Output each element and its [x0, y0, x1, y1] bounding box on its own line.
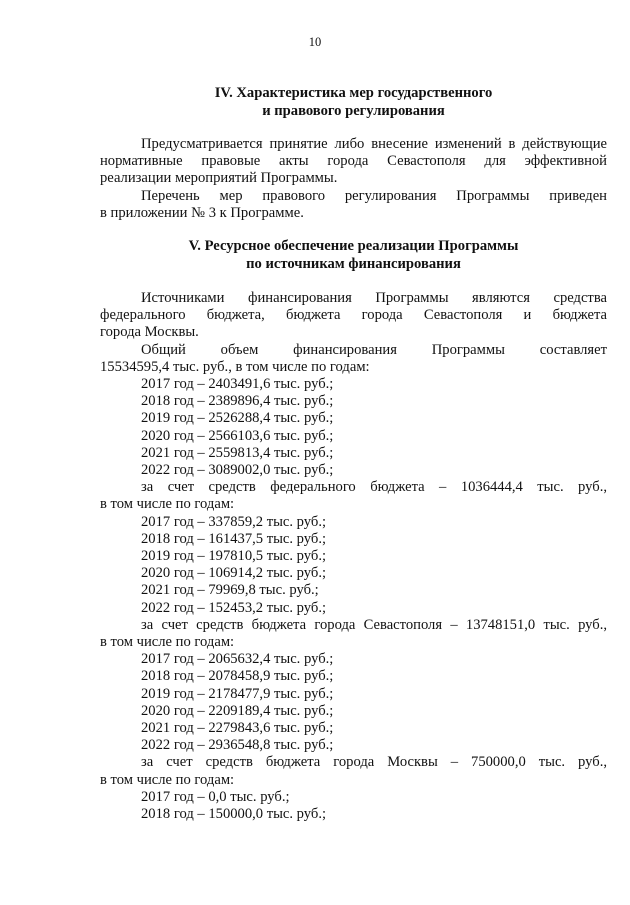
year-amount-line: 2017 год – 2065632,4 тыс. руб.;: [141, 651, 334, 668]
paragraph-line: в приложении № 3 к Программе.: [100, 204, 304, 221]
year-amount-line: 2022 год – 2936548,8 тыс. руб.;: [141, 737, 334, 754]
paragraph-line: в том числе по годам:: [100, 771, 235, 788]
year-amount-line: 2019 год – 197810,5 тыс. руб.;: [141, 548, 327, 565]
paragraph-line: Предусматривается принятие либо внесение изменений в действующие: [141, 136, 607, 152]
paragraph-line: города Москвы.: [100, 324, 199, 341]
section-5-heading: [100, 237, 607, 273]
paragraph-line: за счет средств бюджета города Москвы – 750000,0 тыс. руб.,: [141, 754, 607, 771]
year-amount-line: 2017 год – 2403491,6 тыс. руб.;: [141, 376, 334, 393]
year-amount-line: 2018 год – 2389896,4 тыс. руб.;: [141, 393, 334, 410]
paragraph-line: Источниками финансирования Программы являются средства: [141, 290, 607, 306]
year-amount-line: 2018 год – 2078458,9 тыс. руб.;: [141, 668, 334, 685]
paragraph-line: Общий объем финансирования Программы составляет: [141, 341, 607, 358]
page-number: 10: [308, 35, 322, 49]
year-amount-line: 2022 год – 3089002,0 тыс. руб.;: [141, 462, 334, 479]
year-amount-line: 2022 год – 152453,2 тыс. руб.;: [141, 599, 327, 616]
year-amount-line: 2020 год – 2566103,6 тыс. руб.;: [141, 427, 334, 444]
year-amount-line: 2021 год – 2559813,4 тыс. руб.;: [141, 444, 334, 461]
year-amount-line: 2017 год – 337859,2 тыс. руб.;: [141, 513, 327, 530]
paragraph-line: нормативные правовые акты города Севастополя для эффективной: [100, 153, 607, 170]
year-amount-line: 2019 год – 2178477,9 тыс. руб.;: [141, 685, 334, 702]
year-amount-line: 2021 год – 79969,8 тыс. руб.;: [141, 582, 319, 599]
year-amount-line: 2019 год – 2526288,4 тыс. руб.;: [141, 410, 334, 427]
paragraph-line: федерального бюджета, бюджета города Севастополя и бюджета: [100, 307, 607, 324]
section-5-title-line-1: V. Ресурсное обеспечение реализации Программы: [188, 238, 519, 254]
section-5-body: [100, 290, 607, 823]
year-amount-line: 2018 год – 161437,5 тыс. руб.;: [141, 530, 327, 547]
paragraph-line: 15534595,4 тыс. руб., в том числе по годам:: [100, 358, 370, 375]
paragraph-line: за счет средств бюджета города Севастополя – 13748151,0 тыс. руб.,: [141, 616, 607, 633]
paragraph-line: за счет средств федерального бюджета – 1036444,4 тыс. руб.,: [141, 479, 607, 496]
paragraph-line: в том числе по годам:: [100, 496, 235, 513]
year-amount-line: 2021 год – 2279843,6 тыс. руб.;: [141, 720, 334, 737]
year-amount-line: 2020 год – 2209189,4 тыс. руб.;: [141, 702, 334, 719]
paragraph-line: Перечень мер правового регулирования Программы приведен: [141, 187, 607, 204]
year-amount-line: 2020 год – 106914,2 тыс. руб.;: [141, 565, 327, 582]
section-4-title-line-1: IV. Характеристика мер государственного: [214, 85, 493, 101]
paragraph-line: в том числе по годам:: [100, 634, 235, 651]
section-4-title-line-2: и правового регулирования: [262, 103, 445, 119]
year-amount-line: 2017 год – 0,0 тыс. руб.;: [141, 788, 290, 805]
year-amount-line: 2018 год – 150000,0 тыс. руб.;: [141, 806, 327, 823]
section-4-heading: [100, 84, 607, 120]
section-4-body: [100, 136, 607, 222]
section-5-title-line-2: по источникам финансирования: [246, 256, 461, 272]
paragraph-line: реализации мероприятий Программы.: [100, 170, 338, 187]
